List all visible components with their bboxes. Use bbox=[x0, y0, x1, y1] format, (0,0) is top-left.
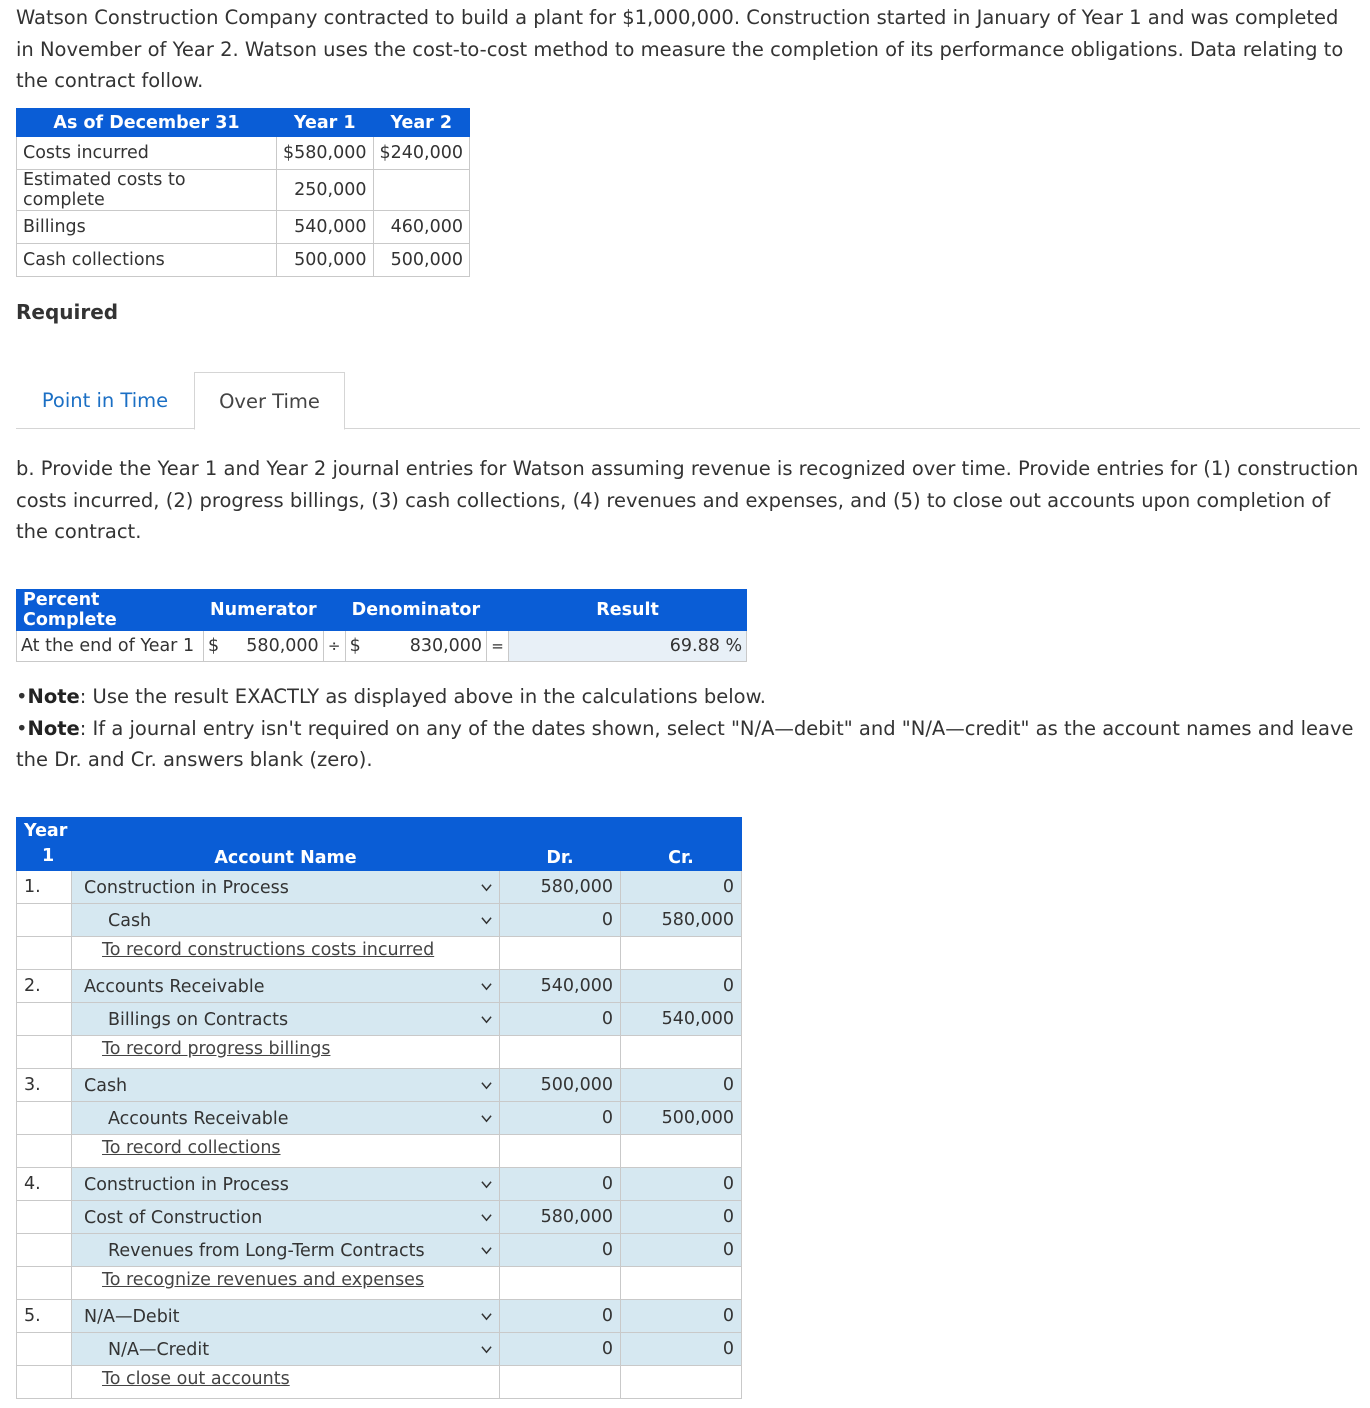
dr-input[interactable]: 0 bbox=[500, 1003, 621, 1036]
numerator-value: 580,000 bbox=[230, 631, 323, 662]
chevron-down-icon bbox=[481, 882, 492, 893]
cr-input[interactable]: 0 bbox=[621, 970, 742, 1003]
row-label: Costs incurred bbox=[17, 137, 277, 170]
account-select[interactable] bbox=[72, 1069, 500, 1102]
journal-memo-row bbox=[17, 937, 742, 970]
account-name: Construction in Process bbox=[84, 878, 289, 898]
cell-value: 460,000 bbox=[373, 211, 470, 244]
chevron-down-icon bbox=[481, 1344, 492, 1355]
account-name: Cost of Construction bbox=[84, 1208, 263, 1228]
journal-row bbox=[17, 904, 742, 937]
account-name: Accounts Receivable bbox=[108, 1109, 289, 1129]
account-name: Revenues from Long-Term Contracts bbox=[108, 1241, 425, 1261]
account-select[interactable] bbox=[72, 1201, 500, 1234]
journal-row bbox=[17, 1069, 742, 1102]
account-name: N/A—Debit bbox=[84, 1307, 180, 1327]
tab-point-in-time[interactable]: Point in Time bbox=[41, 389, 169, 412]
entry-number: 4. bbox=[17, 1168, 72, 1201]
account-name: Billings on Contracts bbox=[108, 1010, 289, 1030]
entry-memo: To recognize revenues and expenses bbox=[102, 1270, 425, 1290]
note-2: •Note: If a journal entry isn't required on any of the dates shown, select "N/A—debit" and "N/A—credit" as the account names and leave the Dr. and Cr. answers blank (zero). bbox=[16, 716, 1354, 771]
dr-header: Dr. bbox=[500, 818, 621, 871]
notes bbox=[16, 681, 1361, 776]
note-text: : If a journal entry isn't required on any of the dates shown, select "N/A—debit" and "N/A—credit" as the account names and leave the Dr. and Cr. answers blank (zero). bbox=[16, 716, 1354, 771]
equals-sign: = bbox=[487, 631, 509, 662]
dollar-sign: $ bbox=[345, 631, 371, 662]
cr-input[interactable]: 500,000 bbox=[621, 1102, 742, 1135]
journal-memo-row bbox=[17, 1036, 742, 1069]
account-name-header: Account Name bbox=[72, 818, 500, 871]
dr-input[interactable]: 0 bbox=[500, 1333, 621, 1366]
col-header: Year 2 bbox=[373, 109, 470, 137]
cr-input[interactable]: 0 bbox=[621, 1234, 742, 1267]
note-label: Note bbox=[27, 685, 80, 708]
journal-row bbox=[17, 871, 742, 904]
col-header: Year 1 bbox=[277, 109, 374, 137]
cell-value bbox=[373, 170, 470, 211]
col-header: Numerator bbox=[204, 590, 324, 631]
journal-memo-row bbox=[17, 1366, 742, 1399]
note-1: •Note: Use the result EXACTLY as displayed above in the calculations below. bbox=[16, 685, 766, 708]
cell-value: 250,000 bbox=[277, 170, 374, 211]
chevron-down-icon bbox=[481, 1245, 492, 1256]
journal-row bbox=[17, 1201, 742, 1234]
year-header-label: Year bbox=[24, 821, 68, 841]
journal-row bbox=[17, 970, 742, 1003]
entry-memo: To record constructions costs incurred bbox=[102, 940, 435, 960]
journal-memo-row bbox=[17, 1135, 742, 1168]
divide-sign: ÷ bbox=[323, 631, 345, 662]
account-name: Cash bbox=[108, 911, 152, 931]
col-header: Result bbox=[509, 590, 747, 631]
note-label: Note bbox=[27, 716, 80, 740]
col-header: As of December 31 bbox=[17, 109, 277, 137]
dr-input[interactable]: 540,000 bbox=[500, 970, 621, 1003]
dr-input[interactable]: 0 bbox=[500, 1168, 621, 1201]
journal-row bbox=[17, 1102, 742, 1135]
journal-row bbox=[17, 1234, 742, 1267]
journal-row bbox=[17, 1168, 742, 1201]
account-select[interactable] bbox=[72, 1333, 500, 1366]
chevron-down-icon bbox=[481, 1014, 492, 1025]
table-row bbox=[17, 244, 470, 277]
dr-input[interactable]: 0 bbox=[500, 1234, 621, 1267]
entry-number: 2. bbox=[17, 970, 72, 1003]
account-name: Accounts Receivable bbox=[84, 977, 265, 997]
entry-memo: To record progress billings bbox=[102, 1039, 331, 1059]
cr-input[interactable]: 0 bbox=[621, 1300, 742, 1333]
entry-number: 1. bbox=[17, 871, 72, 904]
journal-entry-table bbox=[16, 817, 742, 1399]
cr-input[interactable]: 0 bbox=[621, 1333, 742, 1366]
chevron-down-icon bbox=[481, 1311, 492, 1322]
col-header: Denominator bbox=[345, 590, 486, 631]
row-label: At the end of Year 1 bbox=[17, 631, 204, 662]
chevron-down-icon bbox=[481, 1212, 492, 1223]
journal-memo-row bbox=[17, 1267, 742, 1300]
account-select[interactable] bbox=[72, 1234, 500, 1267]
tab-over-time[interactable]: Over Time bbox=[194, 372, 345, 430]
row-label: Estimated costs to complete bbox=[17, 170, 277, 211]
account-name: Construction in Process bbox=[84, 1175, 289, 1195]
cr-input[interactable]: 0 bbox=[621, 1201, 742, 1234]
account-select[interactable] bbox=[72, 1168, 500, 1201]
account-select[interactable] bbox=[72, 970, 500, 1003]
table-row bbox=[17, 211, 470, 244]
year-header bbox=[17, 818, 72, 871]
account-select[interactable] bbox=[72, 1102, 500, 1135]
account-select[interactable] bbox=[72, 904, 500, 937]
entry-number: 3. bbox=[17, 1069, 72, 1102]
account-name: N/A—Credit bbox=[108, 1340, 210, 1360]
entry-memo: To close out accounts bbox=[102, 1369, 290, 1389]
dr-input[interactable]: 0 bbox=[500, 1300, 621, 1333]
tab-bar bbox=[16, 372, 1360, 429]
account-name: Cash bbox=[84, 1076, 128, 1096]
result-value: 69.88 bbox=[669, 636, 720, 656]
chevron-down-icon bbox=[481, 1080, 492, 1091]
problem-intro: Watson Construction Company contracted to build a plant for $1,000,000. Construction started in January of Year 1 and was completed in November of Year 2. Watson uses the cost-to-cost method to measure the completion of its performance obligations. Data relating to the contract follow. bbox=[16, 6, 1344, 92]
dr-input[interactable]: 500,000 bbox=[500, 1069, 621, 1102]
dollar-sign: $ bbox=[204, 631, 230, 662]
year-header-value: 1 bbox=[42, 846, 55, 866]
cell-value: 540,000 bbox=[277, 211, 374, 244]
chevron-down-icon bbox=[481, 915, 492, 926]
note-text: : Use the result EXACTLY as displayed above in the calculations below. bbox=[79, 685, 766, 708]
dr-input[interactable]: 0 bbox=[500, 904, 621, 937]
chevron-down-icon bbox=[481, 981, 492, 992]
row-label: Cash collections bbox=[17, 244, 277, 277]
row-label: Billings bbox=[17, 211, 277, 244]
chevron-down-icon bbox=[481, 1179, 492, 1190]
dr-input[interactable]: 0 bbox=[500, 1102, 621, 1135]
account-select[interactable] bbox=[72, 1300, 500, 1333]
table-row bbox=[17, 170, 470, 211]
cr-input[interactable]: 0 bbox=[621, 1168, 742, 1201]
denominator-value: 830,000 bbox=[371, 631, 486, 662]
dr-input[interactable]: 580,000 bbox=[500, 1201, 621, 1234]
cr-input[interactable]: 0 bbox=[621, 1069, 742, 1102]
cell-value: $240,000 bbox=[373, 137, 470, 170]
cell-value: 500,000 bbox=[277, 244, 374, 277]
dr-input[interactable]: 580,000 bbox=[500, 871, 621, 904]
result-field[interactable] bbox=[509, 631, 747, 662]
percent-complete-table bbox=[16, 589, 747, 662]
account-select[interactable] bbox=[72, 871, 500, 904]
percent-sign: % bbox=[725, 636, 743, 656]
cr-input[interactable]: 580,000 bbox=[621, 904, 742, 937]
cr-input[interactable]: 540,000 bbox=[621, 1003, 742, 1036]
journal-row bbox=[17, 1003, 742, 1036]
journal-row bbox=[17, 1333, 742, 1366]
col-header: Percent Complete bbox=[17, 590, 204, 631]
cr-header: Cr. bbox=[621, 818, 742, 871]
part-b-instructions: b. Provide the Year 1 and Year 2 journal entries for Watson assuming revenue is recognized over time. Provide entries for (1) construction costs incurred, (2) progress billings, (3) cash collections, (4) revenues and expenses, and (5) to close out accounts upon completion of the contract. bbox=[16, 457, 1359, 543]
contract-data-table bbox=[16, 108, 470, 277]
table-row bbox=[17, 631, 747, 662]
table-row bbox=[17, 137, 470, 170]
chevron-down-icon bbox=[481, 1113, 492, 1124]
entry-number: 5. bbox=[17, 1300, 72, 1333]
entry-memo: To record collections bbox=[102, 1138, 281, 1158]
cell-value: $580,000 bbox=[277, 137, 374, 170]
required-heading: Required bbox=[16, 300, 119, 324]
journal-row bbox=[17, 1300, 742, 1333]
account-select[interactable] bbox=[72, 1003, 500, 1036]
cr-input[interactable]: 0 bbox=[621, 871, 742, 904]
cell-value: 500,000 bbox=[373, 244, 470, 277]
